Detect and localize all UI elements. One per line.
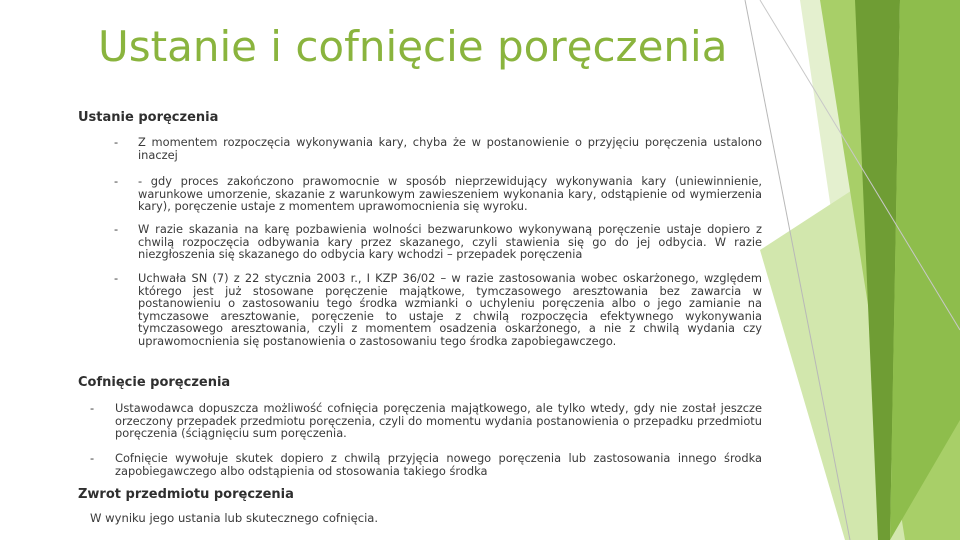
list-item-text: W razie skazania na karę pozbawienia wolności bezwarunkowo wykonywaną poręczenie ustaje dopiero z chwilą rozpoczęcia odbywania kary przez skazanego, czyli stawienia się go do jej odbycia. W razie niezgłoszenia się skazanego do odbycia kary wchodzi – przepadek poręczenia <box>138 222 762 262</box>
list-marker: - <box>114 174 119 188</box>
list-marker: - <box>90 401 95 415</box>
list-item <box>114 175 762 213</box>
list-marker: - <box>114 222 119 236</box>
list-item-text: Z momentem rozpoczęcia wykonywania kary, chyba że w postanowienie o przyjęciu poręczenia ustalono inaczej <box>138 135 762 162</box>
list-item <box>114 136 762 161</box>
list-item <box>90 402 762 440</box>
slide-title: Ustanie i cofnięcie poręczenia <box>98 22 728 71</box>
heading-ustanie: Ustanie poręczenia <box>78 110 219 125</box>
list-item <box>114 223 762 261</box>
heading-cofniecie: Cofnięcie poręczenia <box>78 375 231 390</box>
list-item-text: - gdy proces zakończono prawomocnie w sposób nieprzewidujący wykonywania kary (uniewinnienie, warunkowe umorzenie, skazanie z warunkowym zawieszeniem wykonania kary, odstąpienie od wymierzenia kary), poręczenie ustaje z momentem uprawomocnienia się wyroku. <box>138 174 762 214</box>
heading-zwrot: Zwrot przedmiotu poręczenia <box>78 487 294 502</box>
list-item <box>90 452 762 477</box>
list-item-text: Uchwała SN (7) z 22 stycznia 2003 r., I KZP 36/02 – w razie zastosowania wobec oskarżonego, względem którego jest już stosowane poręczenie majątkowe, tymczasowego aresztowania bez zawarcia w postanowieniu o zastosowaniu tego środka wzmianki o uchyleniu poręczenia albo o jego zamianie na tymczasowe aresztowanie, poręczenie to ustaje z chwilą rozpoczęcia efektywnego wykonywania tymczasowego aresztowania, czyli z momentem osadzenia oskarżonego, a nie z chwilą wydania czy uprawomocnienia się postanowienia o zastosowaniu tego środka zapobiegawczego. <box>138 271 762 348</box>
list-marker: - <box>114 271 119 285</box>
zwrot-text: W wyniku jego ustania lub skutecznego cofnięcia. <box>90 511 379 525</box>
list-item <box>114 272 762 348</box>
list-item-text: Ustawodawca dopuszcza możliwość cofnięcia poręczenia majątkowego, ale tylko wtedy, gdy nie został jeszcze orzeczony przepadek przedmiotu poręczenia, czyli do momentu wydania postanowienia o przepadku przedmiotu poręczenia (ściągnięciu sum poręczenia. <box>115 401 762 441</box>
list-marker: - <box>90 451 95 465</box>
list-item-text: Cofnięcie wywołuje skutek dopiero z chwilą przyjęcia nowego poręczenia lub zastosowania innego środka zapobiegawczego albo odstąpienia od stosowania takiego środka <box>115 451 762 478</box>
list-marker: - <box>114 135 119 149</box>
